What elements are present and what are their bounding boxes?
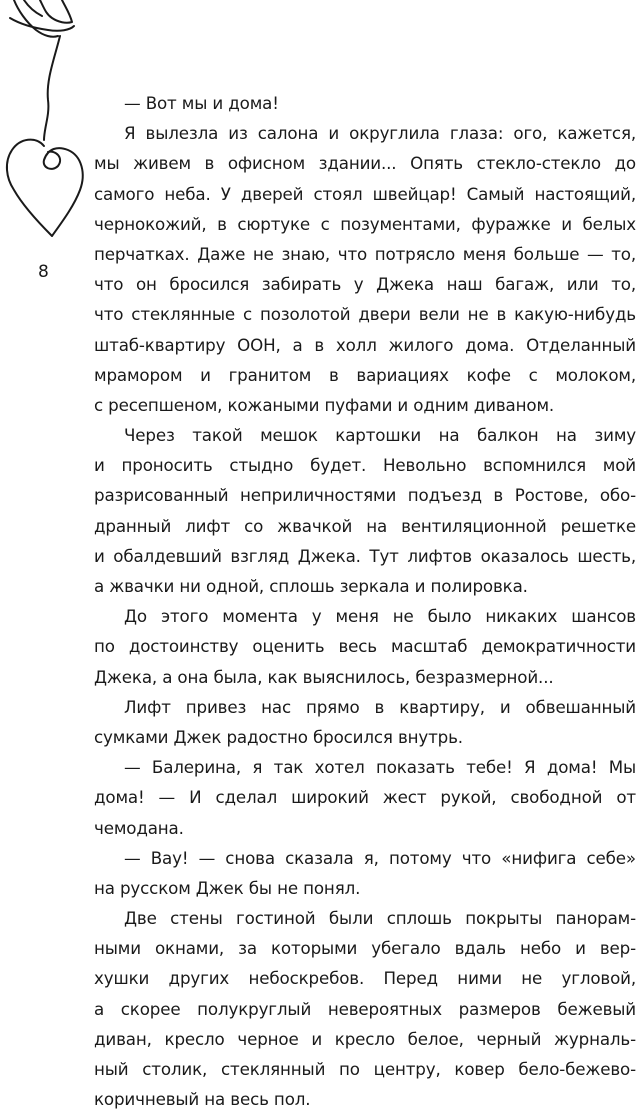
- text-line: Лифт привез нас прямо в квартиру, и обвешанный: [124, 696, 636, 717]
- text-line: мрамором и гранитом в вариациях кофе с молоком,: [94, 364, 636, 385]
- hand-outline: [40, 0, 72, 23]
- text-line: штаб-квартиру ООН, а в холл жилого дома. Отделанный: [94, 334, 636, 355]
- text-line: с ресепшеном, кожаными пуфами и одним диваном.: [94, 394, 555, 415]
- heart: [7, 140, 83, 236]
- text-line: Через такой мешок картошки на балкон на зиму: [124, 425, 636, 446]
- text-line: самого неба. У дверей стоял швейцар! Самый настоящий,: [94, 183, 636, 204]
- text-line: ный столик, стеклянный по центру, ковер бело-бежево-: [94, 1059, 636, 1079]
- text-line: разрисованный неприличностями подъезд в Ростове, обо-: [94, 485, 636, 506]
- text-line: хушки других небоскребов. Перед ними не угловой,: [94, 968, 636, 989]
- text-line: и обалдевший взгляд Джека. Тут лифтов оказалось шесть,: [94, 545, 636, 566]
- text-line: ными окнами, за которыми убегало вдаль небо и вер-: [94, 938, 636, 959]
- text-line: что он бросился забирать у Джека наш багаж, или то,: [94, 274, 636, 295]
- text-line: коричневый на весь пол.: [94, 1089, 311, 1110]
- text-line: перчатках. Даже не знаю, что потрясло меня больше — то,: [94, 243, 636, 264]
- text-line: мы живем в офисном здании... Опять стекло-стекло до: [94, 153, 636, 174]
- string: [44, 36, 60, 140]
- page-number: 8: [38, 262, 49, 282]
- text-line: а жвачки ни одной, сплошь зеркала и полировка.: [94, 576, 528, 596]
- finger-thread-loop: [10, 18, 74, 31]
- finger-curve: [24, 0, 42, 16]
- text-line: чемодана.: [94, 817, 184, 838]
- text-line: чернокожий, в сюртуке с позументами, фуражке и белых: [94, 213, 636, 234]
- text-line: — Вау! — снова сказала я, потому что «нифига себе»: [124, 847, 636, 868]
- text-line: а скорее полукруглый невероятных размеров бежевый: [94, 998, 636, 1019]
- text-line: и проносить стыдно будет. Невольно вспомнился мой: [94, 455, 636, 476]
- text-line: дранный лифт со жвачкой на вентиляционной решетке: [94, 515, 636, 536]
- text-line: Я вылезла из салона и округлила глаза: ого, кажется,: [124, 123, 636, 144]
- text-line: Две стены гостиной были сплошь покрыты панорам-: [124, 908, 636, 929]
- text-line: диван, кресло черное и кресло белое, черный журналь-: [94, 1028, 636, 1049]
- text-line: — Вот мы и дома!: [124, 93, 279, 113]
- text-line: что стеклянные с позолотой двери вели не в какую-нибудь: [94, 304, 636, 325]
- text-line: Джека, а она была, как выяснилось, безразмерной...: [94, 666, 554, 687]
- body-text: [94, 88, 636, 1114]
- text-line: сумками Джек радостно бросился внутрь.: [94, 726, 463, 747]
- text-line: — Балерина, я так хотел показать тебе! Я дома! Мы: [124, 757, 636, 778]
- text-line: До этого момента у меня не было никаких шансов: [124, 606, 636, 627]
- text-line: по достоинству оценить весь масштаб демократичности: [94, 636, 636, 657]
- text-line: на русском Джек бы не понял.: [94, 877, 361, 898]
- text-line: дома! — И сделал широкий жест рукой, свободной от: [94, 787, 636, 808]
